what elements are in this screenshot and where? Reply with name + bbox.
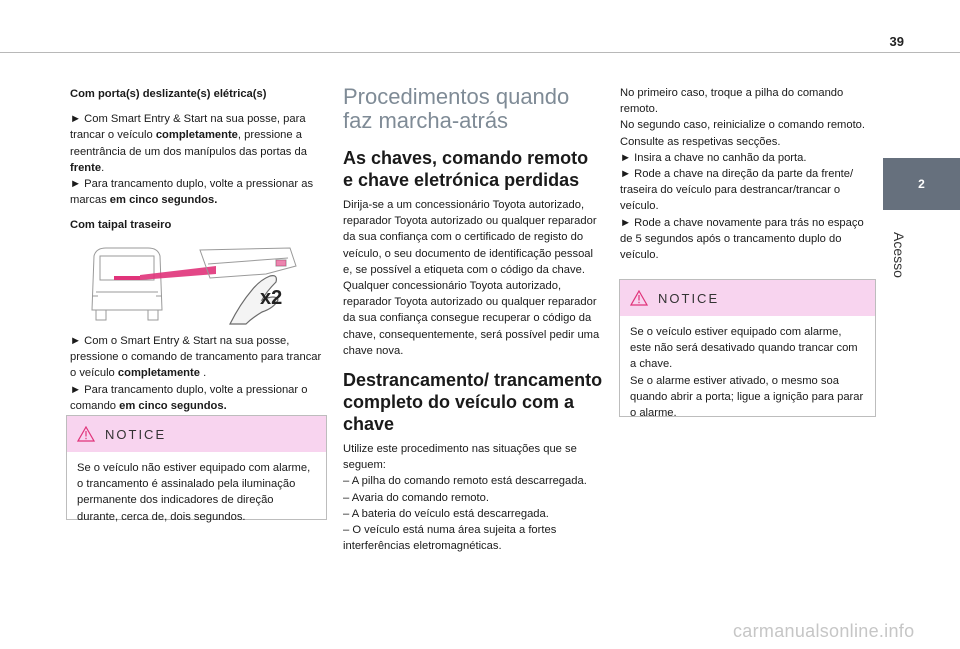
text-run: ► Para trancamento duplo, volte a pressionar o comando	[70, 383, 308, 412]
text-run: , pressione a reentrância de um dos manípulos das portas da	[70, 129, 307, 158]
paragraph-case1: No primeiro caso, troque a pilha do comando remoto.	[620, 87, 844, 116]
chapter-label-text: Acesso	[891, 232, 908, 278]
chapter-number: 2	[918, 177, 925, 191]
heading-tailgate: Com taipal traseiro	[70, 219, 172, 232]
paragraph-lock	[70, 111, 326, 176]
column-2	[343, 85, 603, 554]
notice-text	[620, 316, 875, 427]
notice-title: NOTICE	[658, 290, 720, 306]
notice-title: NOTICE	[105, 426, 167, 442]
paragraph-refer: Consulte as respetivas secções.	[620, 135, 781, 148]
column-3	[620, 85, 870, 263]
paragraph-tailgate-double-lock	[70, 382, 326, 414]
van-rear-outline	[92, 248, 162, 320]
paragraph-dealer-code: Qualquer concessionário Toyota autorizado, reparador Toyota autorizado ou qualquer reparador da sua confiança consegue recuperar o código da chave, consequentemente, será possível pedir uma chave nova.	[343, 280, 600, 357]
column-1	[70, 86, 326, 234]
section-lost-keys: As chaves, comando remoto e chave eletrónica perdidas	[343, 148, 589, 190]
text-run: .	[199, 367, 207, 380]
chapter-tab[interactable]	[883, 158, 960, 210]
text-run-bold: completamente	[117, 367, 200, 380]
paragraph-double-lock	[70, 176, 326, 208]
paragraph-tailgate-lock	[70, 333, 326, 382]
section-key-lock: Destrancamento/ trancamento completo do veículo com a chave	[343, 370, 603, 435]
column-1-lower	[70, 333, 326, 414]
tailgate-illustration	[90, 244, 300, 326]
notice-text-2: Se o alarme estiver ativado, o mesmo soa quando abrir a porta; ligue a ignição para parar o alarme.	[630, 374, 864, 420]
text-run-bold: em cinco segundos.	[119, 399, 227, 412]
list-item: – A bateria do veículo está descarregada.	[343, 507, 549, 520]
notice-header	[620, 280, 875, 316]
heading-sliding-doors: Com porta(s) deslizante(s) elétrica(s)	[70, 88, 267, 100]
text-run-bold: frente	[70, 161, 102, 174]
notice-box-2	[619, 279, 876, 420]
text-run: ► Com o Smart Entry & Start na sua posse, pressione o comando de trancamento para trancar o veículo	[70, 335, 322, 380]
text-run-bold: completamente	[155, 129, 238, 142]
step-turn-key: ► Rode a chave na direção da parte da frente/ traseira do veículo para destrancar/trancar o veículo.	[620, 168, 854, 213]
notice-text-1: Se o veículo estiver equipado com alarme, este não será desativado quando trancar com a chave.	[630, 326, 858, 371]
paragraph-dealer: Dirija-se a um concessionário Toyota autorizado, reparador Toyota autorizado ou qualquer reparador da sua confiança com o certificado de registo do veículo, o seu documento de identificação pessoal e, se possível a etiqueta com o código da chave.	[343, 199, 597, 276]
paragraph-intro: Utilize este procedimento nas situações que se seguem:	[343, 443, 577, 472]
notice-text: Se o veículo não estiver equipado com alarme, o trancamento é assinalado pela iluminação permanente dos indicadores de direção durante, cerca de, dois segundos.	[77, 462, 311, 523]
zoom-beam	[140, 266, 216, 280]
chapter-label	[884, 220, 914, 290]
list-item: – O veículo está numa área sujeita a fortes interferências eletromagnéticas.	[343, 524, 557, 553]
tailgate-button-highlight	[114, 276, 140, 280]
notice-header	[67, 416, 326, 452]
text-run: ► Para trancamento duplo, volte a pressionar as marcas	[70, 178, 314, 207]
double-press-label: x2	[260, 287, 283, 309]
text-run: .	[101, 161, 105, 174]
page-title: Procedimentos quando faz marcha-atrás	[343, 84, 570, 133]
watermark: carmanualsonline.info	[733, 621, 915, 641]
text-run-bold: em cinco segundos.	[109, 194, 218, 207]
page-number: 39	[889, 34, 904, 49]
header-rule	[0, 52, 960, 53]
list-item: – A pilha do comando remoto está descarregada.	[343, 475, 587, 488]
warning-icon	[630, 290, 648, 306]
zoom-button-highlight	[276, 260, 286, 266]
warning-icon	[77, 426, 95, 442]
step-insert-key: ► Insira a chave no canhão da porta.	[620, 151, 807, 164]
list-item: – Avaria do comando remoto.	[343, 491, 489, 504]
paragraph-case2: No segundo caso, reinicialize o comando remoto.	[620, 119, 866, 132]
step-turn-back: ► Rode a chave novamente para trás no espaço de 5 segundos após o trancamento duplo do veículo.	[620, 216, 864, 262]
text-run: ► Com Smart Entry & Start na sua posse, para trancar o veículo	[70, 113, 306, 142]
notice-box-1	[66, 415, 327, 523]
